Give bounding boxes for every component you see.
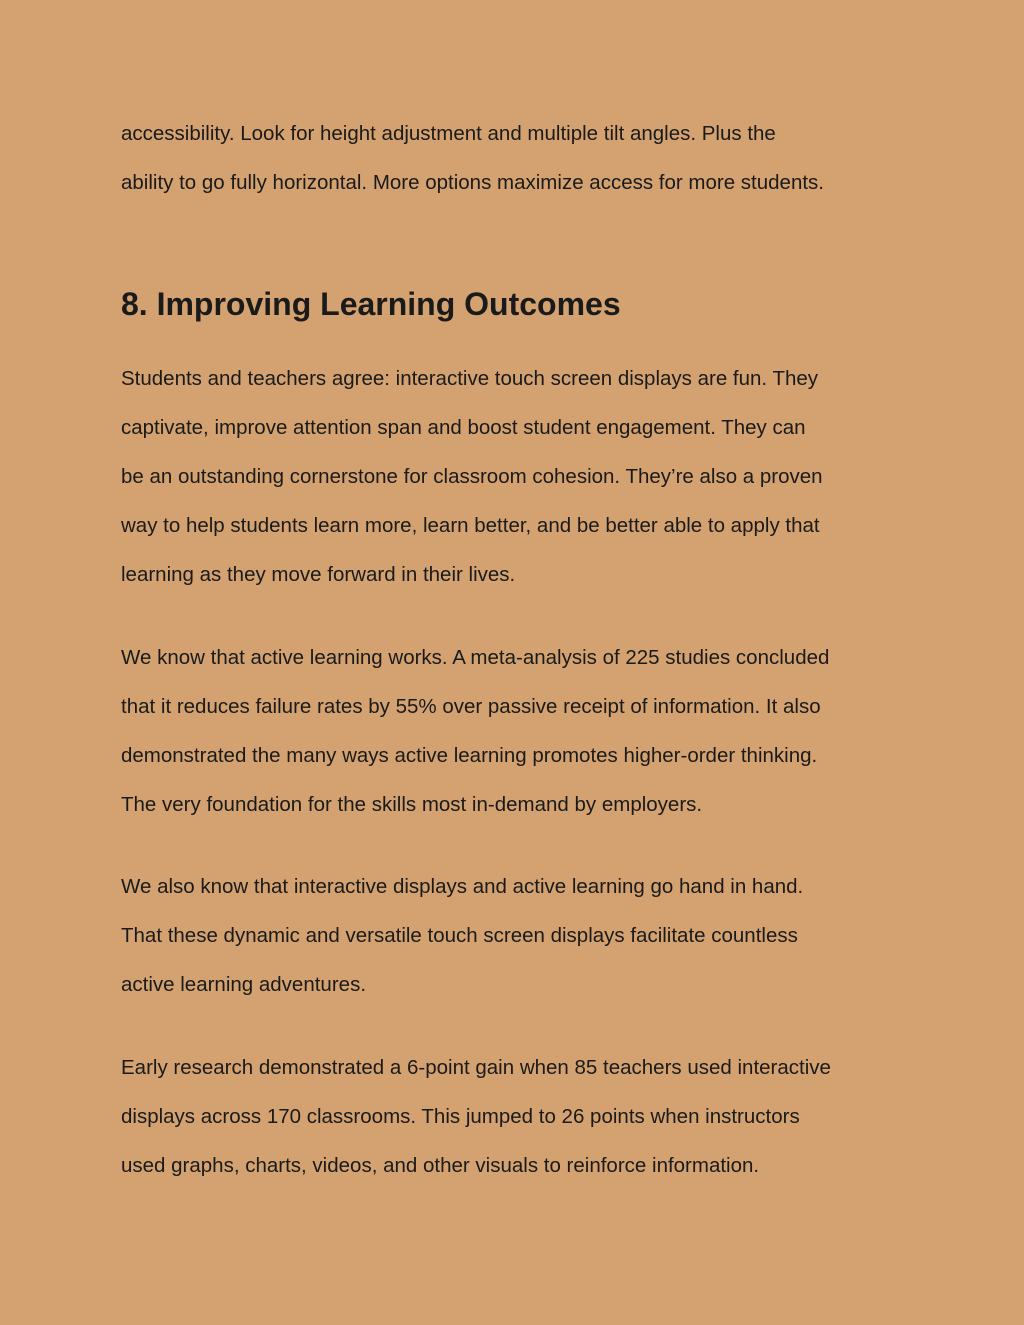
paragraph-line: displays across 170 classrooms. This jumped to 26 points when instructors [121,1105,800,1128]
paragraph-line: We also know that interactive displays and active learning go hand in hand. [121,875,804,898]
paragraph-line: learning as they move forward in their lives. [121,563,516,586]
paragraph-line: The very foundation for the skills most in-demand by employers. [121,793,703,816]
paragraph-line: That these dynamic and versatile touch screen displays facilitate countless [121,924,798,947]
paragraph-line: Students and teachers agree: interactive touch screen displays are fun. They [121,367,819,390]
intro-line: accessibility. Look for height adjustment and multiple tilt angles. Plus the [121,122,776,145]
paragraph-line: active learning adventures. [121,973,367,996]
section-heading: 8. Improving Learning Outcomes [121,286,621,322]
paragraph-line: Early research demonstrated a 6-point gain when 85 teachers used interactive [121,1056,831,1079]
paragraph-line: be an outstanding cornerstone for classroom cohesion. They’re also a proven [121,465,823,488]
paragraph-line: way to help students learn more, learn better, and be better able to apply that [121,514,820,537]
intro-line: ability to go fully horizontal. More options maximize access for more students. [121,171,824,194]
paragraph-line: demonstrated the many ways active learning promotes higher-order thinking. [121,744,818,767]
paragraph-line: that it reduces failure rates by 55% over passive receipt of information. It also [121,695,821,718]
paragraph-line: We know that active learning works. A meta-analysis of 225 studies concluded [121,646,830,669]
paragraph-line: used graphs, charts, videos, and other visuals to reinforce information. [121,1154,760,1177]
paragraph-line: captivate, improve attention span and boost student engagement. They can [121,416,806,439]
